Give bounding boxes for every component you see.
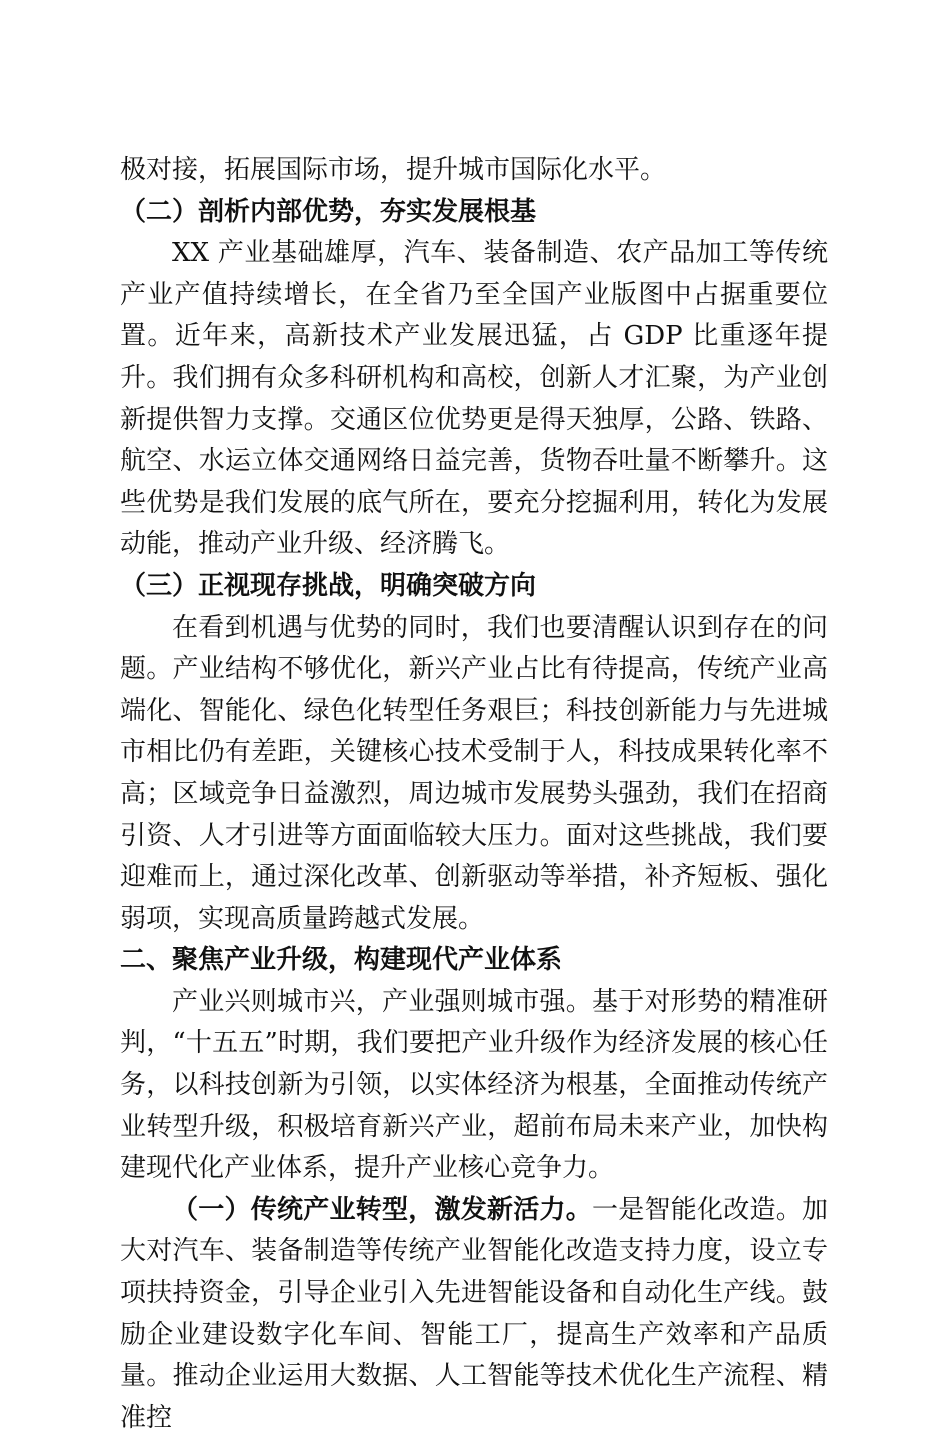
paragraph-advantages: XX 产业基础雄厚，汽车、装备制造、农产品加工等传统产业产值持续增长，在全省乃至全国产业版图中占据重要位置。近年来，高新技术产业发展迅猛，占 GDP 比重逐年提升。我们拥有众多科研机构和高校，创新人才汇聚，为产业创新提供智力支撑。交通区位优势更是得天独厚，公路、铁路、航空、水运立体交通网络日益完善，货物吞吐量不断攀升。这些优势是我们发展的底气所在，要充分挖掘利用，转化为发展动能，推动产业升级、经济腾飞。 bbox=[120, 238, 828, 560]
paragraph-challenges: 在看到机遇与优势的同时，我们也要清醒认识到存在的问题。产业结构不够优化，新兴产业占比有待提高，传统产业高端化、智能化、绿色化转型任务艰巨；科技创新能力与先进城市相比仍有差距，关键核心技术受制于人，科技成果转化率不高；区域竞争日益激烈，周边城市发展势头强劲，我们在招商引资、人才引进等方面面临较大压力。面对这些挑战，我们要迎难而上，通过深化改革、创新驱动等举措，补齐短板、强化弱项，实现高质量跨越式发展。 bbox=[120, 612, 828, 934]
paragraph-continuation: 极对接，拓展国际市场，提升城市国际化水平。 bbox=[120, 155, 667, 185]
paragraph-lead-heading: （一）传统产业转型，激发新活力。 bbox=[172, 1194, 592, 1225]
paragraph-body-text: 一是智能化改造。加大对汽车、装备制造等传统产业智能化改造支持力度，设立专项扶持资金，引导企业引入先进智能设备和自动化生产线。鼓励企业建设数字化车间、智能工厂，提高生产效率和产品质量。推动企业运用大数据、人工智能等技术优化生产流程、精准控 bbox=[120, 1194, 828, 1433]
document-body bbox=[120, 150, 828, 1439]
paragraph-industry-upgrade: 产业兴则城市兴，产业强则城市强。基于对形势的精准研判，“十五五”时期，我们要把产业升级作为经济发展的核心任务，以科技创新为引领，以实体经济为根基，全面推动传统产业转型升级，积极培育新兴产业，超前布局未来产业，加快构建现代化产业体系，提升产业核心竞争力。 bbox=[120, 986, 828, 1184]
paragraph-traditional-industry bbox=[120, 1190, 828, 1439]
subheading-challenges: （三）正视现存挑战，明确突破方向 bbox=[120, 570, 537, 601]
subheading-internal-advantages: （二）剖析内部优势，夯实发展根基 bbox=[120, 196, 537, 227]
section-heading-industry-upgrade: 二、聚焦产业升级，构建现代产业体系 bbox=[120, 945, 563, 976]
